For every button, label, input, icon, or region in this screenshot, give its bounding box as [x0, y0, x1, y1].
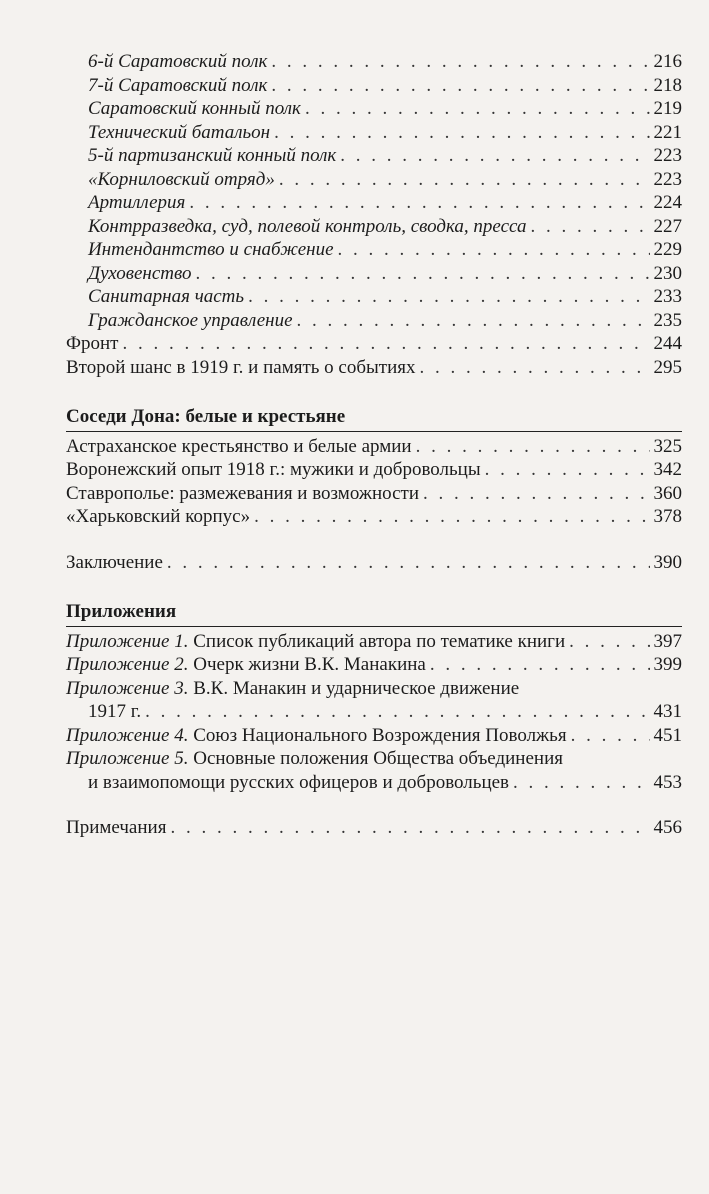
toc-entry[interactable]: Санитарная часть . . . 233 [66, 285, 682, 309]
page-number: 390 [653, 551, 682, 573]
page-number: 378 [653, 506, 682, 527]
page-number: 399 [653, 654, 682, 675]
page-number: 342 [653, 459, 682, 480]
toc-entry[interactable]: Второй шанс в 1919 г. и память о событиях . . . 295 [66, 356, 682, 380]
toc-entry[interactable]: Саратовский конный полк . . . 219 [66, 97, 682, 121]
toc-entry[interactable]: Фронт . . . 244 [66, 332, 682, 356]
toc-page [66, 50, 682, 840]
page-number: 397 [653, 630, 682, 652]
page-number: 223 [653, 145, 682, 166]
toc-entry-conclusion[interactable]: Заключение . . . 390 [66, 551, 682, 575]
toc-entry[interactable]: 7-й Саратовский полк . . . 218 [66, 74, 682, 98]
page-number: 224 [653, 192, 682, 213]
page-number: 219 [653, 98, 682, 119]
page-number: 216 [653, 51, 682, 72]
page-number: 230 [653, 262, 682, 284]
page-number: 218 [653, 74, 682, 96]
toc-entry-notes[interactable]: Примечания . . . 456 [66, 816, 682, 840]
page-number: 235 [653, 309, 682, 331]
divider [66, 431, 682, 432]
toc-entry[interactable]: 6-й Саратовский полк . . . 216 [66, 50, 682, 74]
page-number: 451 [653, 724, 682, 746]
section1-sub-entries [66, 50, 682, 332]
toc-entry[interactable]: «Харьковский корпус» . . . 378 [66, 505, 682, 529]
toc-entry[interactable]: Технический батальон . . . 221 [66, 121, 682, 145]
toc-entry-continuation[interactable]: и взаимопомощи русских офицеров и добровольцев . . . 453 [66, 771, 682, 795]
toc-entry[interactable]: Контрразведка, суд, полевой контроль, сводка, пресса . . . 227 [66, 215, 682, 239]
page-number: 229 [653, 239, 682, 260]
page-number: 223 [653, 168, 682, 190]
page-number: 233 [653, 286, 682, 307]
section-heading: Соседи Дона: белые и крестьяне [66, 406, 346, 427]
toc-entry-appendix[interactable]: Приложение 1. Список публикаций автора по тематике книги . . . 397 [66, 630, 682, 654]
toc-entry[interactable]: Интендантство и снабжение . . . 229 [66, 238, 682, 262]
toc-entry-appendix[interactable]: Приложение 4. Союз Национального Возрождения Поволжья . . . 451 [66, 724, 682, 748]
toc-entry[interactable]: 5-й партизанский конный полк . . . 223 [66, 144, 682, 168]
toc-entry[interactable]: Ставрополье: размежевания и возможности . . . 360 [66, 482, 682, 506]
toc-entry[interactable]: Духовенство . . . 230 [66, 262, 682, 286]
divider [66, 626, 682, 627]
page-number: 244 [653, 333, 682, 354]
page-number: 456 [653, 817, 682, 838]
page-number: 325 [653, 435, 682, 457]
toc-entry-appendix[interactable]: Приложение 5. Основные положения Общества объединения [66, 748, 563, 769]
toc-entry[interactable]: Гражданское управление . . . 235 [66, 309, 682, 333]
toc-entry-continuation[interactable]: 1917 г. . . . 431 [66, 700, 682, 724]
page-number: 221 [653, 121, 682, 143]
toc-entry[interactable]: Астраханское крестьянство и белые армии . . . 325 [66, 435, 682, 459]
toc-entry[interactable]: Воронежский опыт 1918 г.: мужики и добровольцы . . . 342 [66, 458, 682, 482]
section-heading: Приложения [66, 601, 177, 622]
toc-entry-appendix[interactable]: Приложение 3. В.К. Манакин и ударническое движение [66, 677, 520, 699]
toc-entry[interactable]: «Корниловский отряд» . . . 223 [66, 168, 682, 192]
page-number: 360 [653, 482, 682, 504]
page-number: 227 [653, 215, 682, 237]
page-number: 431 [653, 701, 682, 722]
page-number: 295 [653, 356, 682, 378]
toc-entry[interactable]: Артиллерия . . . 224 [66, 191, 682, 215]
page-number: 453 [653, 771, 682, 793]
toc-entry-appendix[interactable]: Приложение 2. Очерк жизни В.К. Манакина . . . 399 [66, 653, 682, 677]
